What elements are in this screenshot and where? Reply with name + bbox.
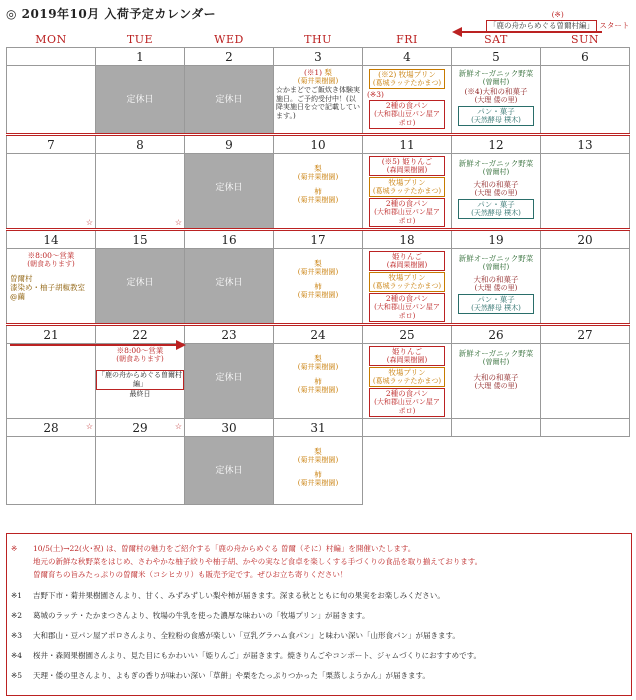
note-mark: (※1)	[303, 68, 323, 77]
weekday-thu: THU	[304, 33, 332, 46]
apple-sub: (森岡果樹園)	[386, 166, 428, 174]
flag-mark: (※)	[551, 10, 564, 19]
day-cell-tue	[96, 344, 185, 419]
day-cell-sat	[452, 249, 541, 325]
weekday-fri: FRI	[396, 33, 418, 46]
calendar-table	[6, 32, 630, 505]
day-cell-sat	[452, 154, 541, 230]
veg-sub: (曽爾村)	[482, 78, 510, 86]
day-cell-thu	[274, 66, 363, 135]
closed-label: 定休日	[215, 278, 243, 288]
day-cell-closed	[185, 437, 274, 505]
pan-sub: (天然酵母 樸木)	[471, 304, 521, 312]
date-cell: 16	[185, 230, 274, 249]
sweets-label: 大和の和菓子	[473, 373, 519, 382]
date-cell: 31	[274, 419, 363, 437]
closed-label: 定休日	[215, 183, 243, 193]
date-cell: 5	[452, 48, 541, 66]
date-cell: 14	[7, 230, 96, 249]
date-cell: 26	[452, 325, 541, 344]
day-cell-empty	[363, 437, 452, 505]
note-row: ※ 10/5(土)→22(火･祝) は、曽爾村の魅力をご紹介する「鹿の舟からめぐる 曽爾（そに）村編」を開催いたします。	[11, 544, 416, 553]
note-row: ※5 天理・倭の里さんより、よもぎの香りが味わい深い「草餅」や栗をたっぷりつかった「栗蒸しようかん」が届きます。	[11, 671, 430, 680]
day-cell-sun	[541, 344, 630, 419]
weekday-wed: WED	[214, 33, 244, 46]
event-line-3: @繭	[10, 292, 25, 301]
item-pear: 梨	[314, 447, 322, 456]
date-cell: 25	[363, 325, 452, 344]
date-cell: 21	[7, 325, 96, 344]
week1-dates	[7, 48, 630, 66]
event-start-flag	[486, 10, 629, 32]
day-cell-thu	[274, 154, 363, 230]
day-cell-closed	[96, 66, 185, 135]
note-mark: (※3)	[367, 90, 384, 99]
bread-label: 2種の食パン	[385, 294, 429, 303]
date-cell: 18	[363, 230, 452, 249]
weekday-sat: SAT	[484, 33, 508, 46]
bread-label: 2種の食パン	[385, 389, 429, 398]
closed-label: 定休日	[126, 278, 154, 288]
pudding-label: (※2) 牧場プリン	[378, 70, 436, 79]
note-row: ※4 桜井・森岡果樹園さんより、見た目にもかわいい「姫りんご」が届きます。焼きりんごやコンポート、ジャムづくりにおすすめです。	[11, 651, 482, 660]
weekday-tue: TUE	[126, 33, 154, 46]
date-cell: 1	[96, 48, 185, 66]
day-cell-sun	[541, 154, 630, 230]
week5-body	[7, 437, 630, 505]
hours-sub: (朝食あります)	[27, 260, 75, 268]
bread-sub: (大和郡山豆パン屋アポロ)	[374, 398, 440, 415]
day-cell-fri	[363, 66, 452, 135]
week4-body	[7, 344, 630, 419]
date-cell: 2	[185, 48, 274, 66]
sweets-label: 大和の和菓子	[473, 275, 519, 284]
day-cell-fri	[363, 249, 452, 325]
date-cell: 17	[274, 230, 363, 249]
date-cell: 30	[185, 419, 274, 437]
end-arrow-head	[176, 340, 186, 350]
item-pear: 梨	[314, 259, 322, 268]
day-cell-closed	[185, 249, 274, 325]
day-cell-tue	[96, 154, 185, 230]
pan-label: パン・菓子	[477, 107, 515, 116]
date-cell: 13	[541, 135, 630, 154]
week3-dates	[7, 230, 630, 249]
note-row: 曽爾育ちの旨みたっぷりの曽爾米（コシヒカリ）も販売予定です。ぜひお立ち寄りください！	[33, 570, 348, 579]
bread-sub: (大和郡山豆パン屋アポロ)	[374, 110, 440, 127]
notes-box	[6, 533, 632, 696]
date-cell	[7, 48, 96, 66]
date-cell: 23	[185, 325, 274, 344]
farm-label: (菊井果樹園)	[297, 386, 339, 394]
bread-label: 2種の食パン	[385, 199, 429, 208]
item-persimmon: 柿	[314, 282, 322, 291]
day-cell-thu	[274, 344, 363, 419]
day-cell-sat	[452, 344, 541, 419]
veg-sub: (曽爾村)	[482, 358, 510, 366]
veg-label: 新鮮オーガニック野菜	[458, 159, 534, 168]
week2-dates	[7, 135, 630, 154]
item-persimmon: 柿	[314, 377, 322, 386]
note-row: ※1 吉野下市・菊井果樹園さんより、甘く、みずみずしい梨や柿が届きます。深まる秋とともに旬の果実をお楽しみください。	[11, 591, 445, 600]
bread-sub: (大和郡山豆パン屋アポロ)	[374, 208, 440, 225]
veg-label: 新鮮オーガニック野菜	[458, 69, 534, 78]
date-cell: 7	[7, 135, 96, 154]
farm-label: (菊井果樹園)	[297, 196, 339, 204]
day-cell-sun	[541, 66, 630, 135]
kamado-note: ☆かまどでご飯炊き体験実施日。ご予約受付中！(以降実施日を☆で記載しています。)	[276, 86, 360, 120]
star-icon: ☆	[174, 422, 182, 431]
date-cell: 4	[363, 48, 452, 66]
veg-label: 新鮮オーガニック野菜	[458, 254, 534, 263]
note-row: 地元の新鮮な秋野菜をはじめ、さわやかな柚子絞りや柚子胡、かやの実など食卓を楽しくする手づくりの食品を取り揃えております。	[33, 557, 483, 566]
pan-sub: (天然酵母 樸木)	[471, 209, 521, 217]
pudding-label: 牧場プリン	[388, 273, 426, 282]
apple-label: 姫りんご	[392, 252, 422, 261]
item-persimmon: 柿	[314, 470, 322, 479]
apple-label: 姫りんご	[392, 347, 422, 356]
farm-label: (菊井果樹園)	[297, 77, 339, 85]
end-box: 「鹿の舟からめぐる曽爾村編」	[98, 371, 182, 388]
closed-label: 定休日	[215, 466, 243, 476]
date-cell: 12	[452, 135, 541, 154]
date-cell: 9	[185, 135, 274, 154]
day-cell-fri	[363, 154, 452, 230]
farm-label: (菊井果樹園)	[297, 363, 339, 371]
sweets-sub: (大理 倭の里)	[474, 189, 518, 197]
date-cell: 27	[541, 325, 630, 344]
item-pear: 梨	[314, 164, 322, 173]
day-cell-fri	[363, 344, 452, 419]
weekday-mon: MON	[35, 33, 67, 46]
sweets-sub: (大理 倭の里)	[474, 284, 518, 292]
event-line-1: 曽爾村	[10, 274, 33, 283]
day-cell-thu	[274, 249, 363, 325]
day-cell-closed	[185, 344, 274, 419]
apple-sub: (森岡果樹園)	[386, 356, 428, 364]
date-cell: 24	[274, 325, 363, 344]
item-persimmon: 柿	[314, 187, 322, 196]
day-cell-closed	[96, 249, 185, 325]
farm-label: (菊井果樹園)	[297, 479, 339, 487]
farm-label: (菊井果樹園)	[297, 291, 339, 299]
bread-label: 2種の食パン	[385, 101, 429, 110]
date-cell: 15	[96, 230, 185, 249]
date-cell: 19	[452, 230, 541, 249]
week4-dates	[7, 325, 630, 344]
day-cell-empty	[452, 437, 541, 505]
star-icon: ☆	[85, 422, 93, 431]
pudding-sub: (葛城ラッテたかまつ)	[372, 377, 442, 385]
flag-box: 「鹿の舟からめぐる曽爾村編」	[486, 20, 597, 32]
apple-sub: (森岡果樹園)	[386, 261, 428, 269]
day-cell-closed	[185, 66, 274, 135]
veg-sub: (曽爾村)	[482, 263, 510, 271]
veg-label: 新鮮オーガニック野菜	[458, 349, 534, 358]
pudding-label: 牧場プリン	[388, 178, 426, 187]
note-row: ※3 大和郡山・豆パン屋アポロさんより、全粒粉の食感が楽しい「豆乳グラハム食パン」と味わい深い「山形食パン」が届きます。	[11, 631, 460, 640]
date-cell: 22	[96, 325, 185, 344]
star-icon: ☆	[85, 218, 93, 227]
pan-label: パン・菓子	[477, 200, 515, 209]
event-line-2: 漆染め・柚子胡椒教室	[10, 283, 85, 292]
item-pear: 梨	[324, 68, 332, 77]
bread-sub: (大和郡山豆パン屋アポロ)	[374, 303, 440, 320]
page-title: ◎ 2019年10月 入荷予定カレンダー	[6, 7, 217, 21]
day-cell-mon	[7, 344, 96, 419]
star-icon: ☆	[174, 218, 182, 227]
date-cell	[452, 419, 541, 437]
veg-sub: (曽爾村)	[482, 168, 510, 176]
sweets-sub: (大理 倭の里)	[474, 382, 518, 390]
pan-sub: (天然酵母 樸木)	[471, 116, 521, 124]
week2-body	[7, 154, 630, 230]
farm-label: (菊井果樹園)	[297, 456, 339, 464]
pudding-sub: (葛城ラッテたかまつ)	[372, 282, 442, 290]
day-cell-mon	[7, 249, 96, 325]
date-cell: 29	[96, 419, 185, 437]
date-cell: 20	[541, 230, 630, 249]
sweets-sub: (大理 倭の里)	[474, 96, 518, 104]
date-cell: 10	[274, 135, 363, 154]
item-pear: 梨	[314, 354, 322, 363]
day-cell-closed	[185, 154, 274, 230]
date-cell	[363, 419, 452, 437]
week3-body	[7, 249, 630, 325]
pudding-sub: (葛城ラッテたかまつ)	[372, 187, 442, 195]
day-cell-sat	[452, 66, 541, 135]
weekday-header	[7, 32, 630, 48]
pudding-label: 牧場プリン	[388, 368, 426, 377]
day-cell-sun	[541, 249, 630, 325]
hours-label: ※8:00～営業	[27, 251, 75, 260]
date-cell: 28	[7, 419, 96, 437]
date-cell: 8	[96, 135, 185, 154]
farm-label: (菊井果樹園)	[297, 268, 339, 276]
sweets-label: 大和の和菓子	[473, 180, 519, 189]
sweets-label: (※4)大和の和菓子	[464, 87, 528, 96]
date-cell: 11	[363, 135, 452, 154]
apple-label: (※5) 姫りんご	[381, 157, 433, 166]
day-cell-mon	[7, 154, 96, 230]
pan-label: パン・菓子	[477, 295, 515, 304]
end-arrow-line	[10, 344, 176, 346]
end-tail: 最終日	[129, 390, 151, 398]
week5-dates	[7, 419, 630, 437]
day-cell-empty	[7, 66, 96, 135]
weekday-sun: SUN	[571, 33, 599, 46]
closed-label: 定休日	[215, 373, 243, 383]
day-cell-empty	[541, 437, 630, 505]
note-row: ※2 葛城のラッテ・たかまつさんより、牧場の牛乳を使った濃厚な味わいの「牧場プリン」が届きます。	[11, 611, 370, 620]
date-cell: 3	[274, 48, 363, 66]
pudding-sub: (葛城ラッテたかまつ)	[372, 79, 442, 87]
farm-label: (菊井果樹園)	[297, 173, 339, 181]
closed-label: 定休日	[126, 95, 154, 105]
flag-tail: スタート	[597, 21, 630, 30]
hours-sub: (朝食あります)	[116, 355, 164, 363]
date-cell	[541, 419, 630, 437]
day-cell-thu	[274, 437, 363, 505]
week1-body	[7, 66, 630, 135]
hours-label: ※8:00～営業	[116, 346, 164, 355]
date-cell: 6	[541, 48, 630, 66]
closed-label: 定休日	[215, 95, 243, 105]
